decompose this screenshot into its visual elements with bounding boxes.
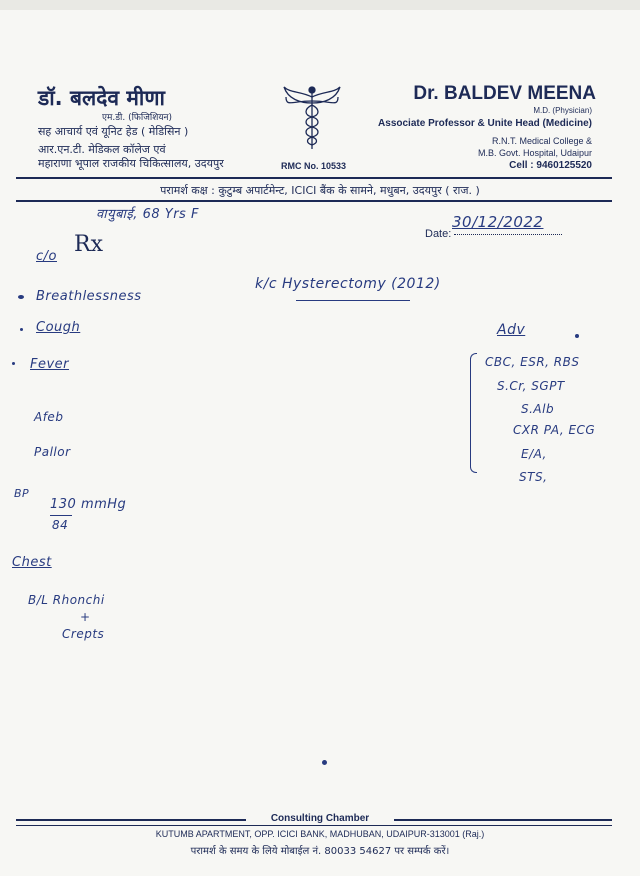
doctor-name-hindi: डॉ. बलदेव मीणा: [38, 86, 165, 110]
hospital-english: M.B. Govt. Hospital, Udaipur: [477, 148, 592, 158]
caduceus-icon: [282, 85, 342, 151]
history-underline: [296, 300, 410, 301]
date-line: [454, 234, 562, 235]
footer-address: KUTUMB APARTMENT, OPP. ICICI BANK, MADHUBAN, UDAIPUR-313001 (Raj.): [155, 829, 485, 839]
college-english: R.N.T. Medical College &: [491, 136, 592, 146]
investigations-bracket: [470, 353, 477, 473]
paper-edge: [0, 0, 640, 10]
handwritten-complaint: Fever: [30, 357, 70, 372]
handwritten-exam-finding: Afeb: [34, 410, 64, 424]
bullet: [20, 328, 23, 331]
handwritten-bp-value: 84: [52, 518, 69, 532]
doctor-degree-english: M.D. (Physician): [533, 106, 592, 115]
handwritten-investigation: STS,: [519, 470, 548, 484]
handwritten-exam-finding: +: [80, 610, 91, 624]
header-rule-top: [16, 177, 612, 179]
handwritten-complaint: Cough: [36, 320, 81, 335]
handwritten-bp-label: BP: [14, 487, 30, 500]
handwritten-investigation: S.Alb: [521, 402, 555, 416]
hospital-hindi: महाराणा भूपाल राजकीय चिकित्सालय, उदयपुर: [38, 157, 224, 170]
handwritten-investigation: CXR PA, ECG: [513, 423, 596, 437]
handwritten-exam-finding: Crepts: [62, 627, 105, 641]
college-hindi: आर.एन.टी. मेडिकल कॉलेज एवं: [38, 143, 166, 156]
handwritten-complaint: Breathlessness: [36, 289, 142, 304]
rx-symbol: Rx: [74, 232, 103, 257]
handwritten-patient-details: वायुबाई, 68 Yrs F: [96, 207, 199, 222]
handwritten-complaints-heading: c/o: [36, 249, 57, 264]
doctor-name-english: Dr. BALDEV MEENA: [413, 83, 596, 104]
bp-fraction-line: [50, 515, 72, 516]
handwritten-bp-value: 130 mmHg: [50, 497, 127, 512]
address-bar-hindi: परामर्श कक्ष : कुटुम्ब अपार्टमेन्ट, ICICI बैंक के सामने, मधुबन, उदयपुर ( राज. ): [160, 184, 480, 197]
handwritten-investigations-heading: Adv: [497, 322, 526, 338]
footer-rule: [16, 825, 612, 826]
header-rule-bottom: [16, 200, 612, 202]
handwritten-exam-heading: Chest: [12, 555, 52, 570]
handwritten-exam-finding: Pallor: [34, 445, 71, 459]
designation-hindi: सह आचार्य एवं यूनिट हेड ( मेडिसिन ): [38, 125, 189, 138]
footer-hindi-note: परामर्श के समय के लिये मोबाईल नं. 80033 54627 पर सम्पर्क करें।: [190, 846, 450, 857]
handwritten-investigation: S.Cr, SGPT: [497, 379, 565, 393]
handwritten-history: k/c Hysterectomy (2012): [255, 276, 441, 292]
date-label: Date:: [425, 228, 452, 240]
handwritten-investigation: E/A,: [521, 447, 547, 461]
bullet: [18, 295, 24, 299]
handwritten-investigation: CBC, ESR, RBS: [485, 355, 580, 369]
bullet: [12, 362, 15, 365]
handwritten-date: 30/12/2022: [452, 213, 544, 231]
doctor-degree-hindi: एम.डी. (फिजिशियन): [102, 113, 173, 123]
mark: [575, 334, 579, 338]
designation-english: Associate Professor & Unite Head (Medicine): [378, 118, 592, 129]
cell-number: Cell : 9460125520: [509, 160, 592, 171]
rmc-number: RMC No. 10533: [281, 161, 347, 171]
handwritten-exam-finding: B/L Rhonchi: [28, 593, 105, 607]
footer-title: Consulting Chamber: [270, 813, 370, 824]
mark: [322, 760, 327, 765]
